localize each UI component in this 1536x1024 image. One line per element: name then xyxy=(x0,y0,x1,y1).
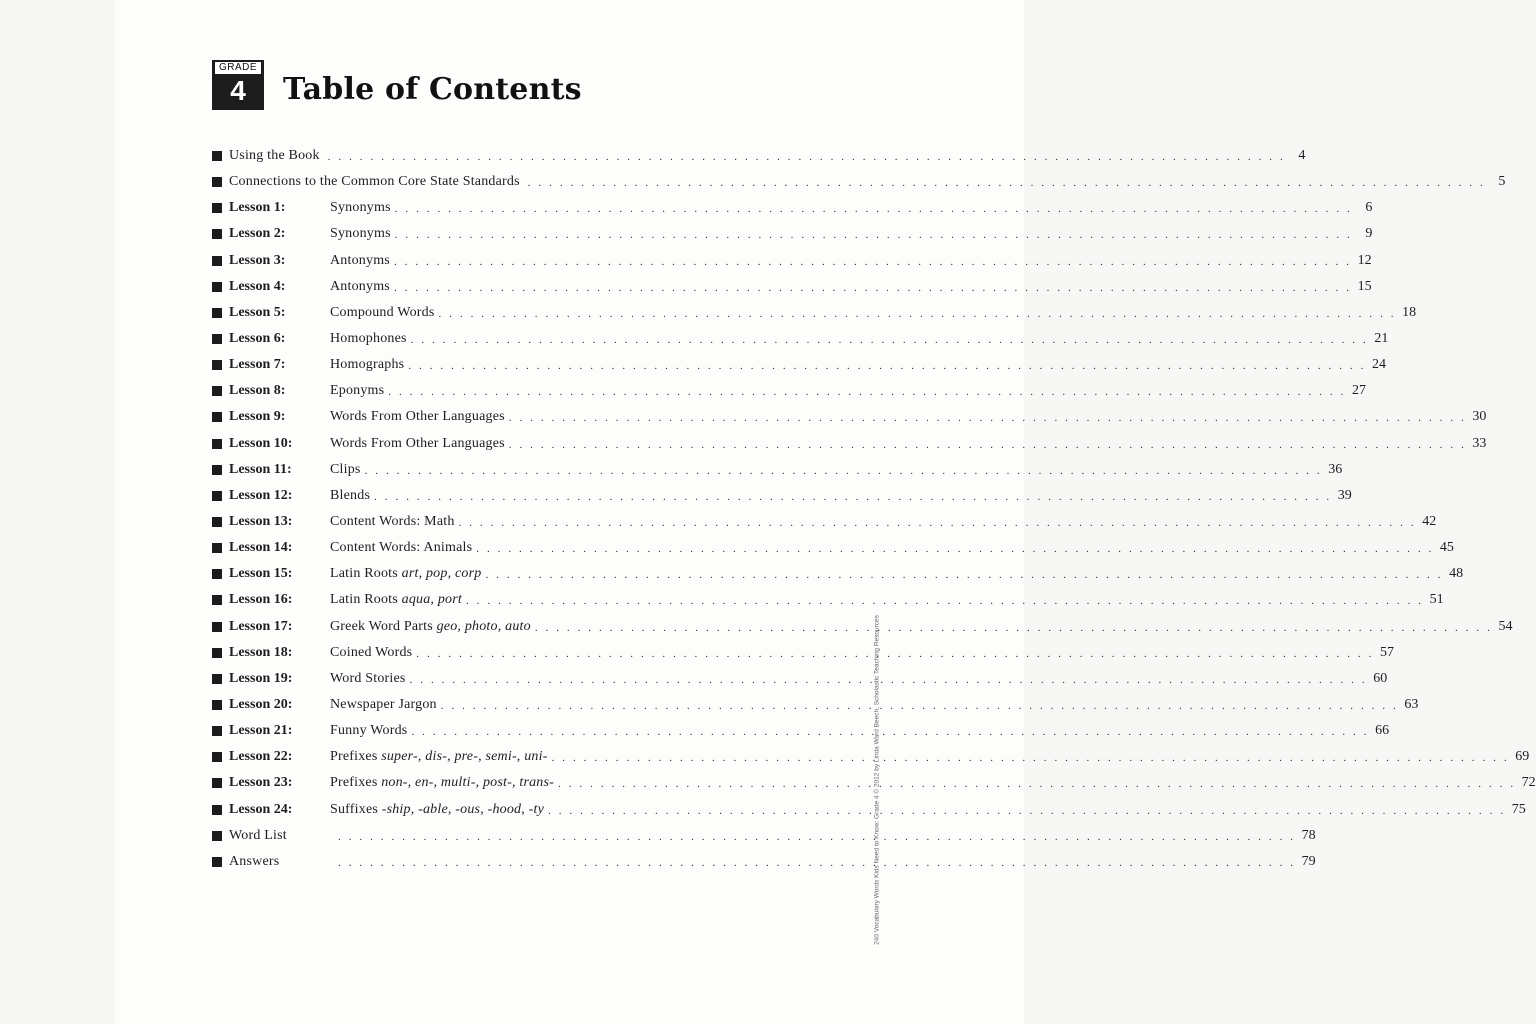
toc-entry-title xyxy=(330,566,481,582)
toc-entry-title xyxy=(330,279,390,295)
toc-entry-page-number: 9 xyxy=(1365,226,1373,242)
toc-entry-title-main: Words From Other Languages xyxy=(330,435,505,451)
grade-badge-label: GRADE xyxy=(215,62,261,74)
toc-entry xyxy=(212,509,1437,535)
dot-leader: . . . . . . . . . . . . . . . . . . . . . . . . . . . . . . . . . . . . . . . . . . . . . . . . . . . . . . . . . . . . . . . . . . . . . . . . . . . . . . . . . . . . . . . . . . xyxy=(393,255,1352,268)
square-bullet-icon xyxy=(212,700,222,710)
dot-leader: . . . . . . . . . . . . . . . . . . . . . . . . . . . . . . . . . . . . . . . . . . . . . . . . . . . . . . . . . . . . . . . . . . . . . . . . . . . . . . . . . . . . . . . . . . xyxy=(458,517,1417,530)
toc-entry-title-italic: non-, en-, multi-, post-, trans- xyxy=(381,775,555,791)
toc-entry-page-number: 42 xyxy=(1422,514,1437,530)
square-bullet-icon xyxy=(212,805,222,815)
toc-entry-title-main: Greek Word Parts xyxy=(330,618,433,634)
square-bullet-icon xyxy=(212,203,222,213)
toc-entry-lesson-label: Lesson 17: xyxy=(229,618,293,634)
dot-leader: . . . . . . . . . . . . . . . . . . . . . . . . . . . . . . . . . . . . . . . . . . . . . . . . . . . . . . . . . . . . . . . . . . . . . . . . . . . . . . . . . . . . . . . . . . xyxy=(527,177,1486,190)
toc-entry xyxy=(212,535,1454,561)
toc-entry xyxy=(212,169,1506,195)
dot-leader: . . . . . . . . . . . . . . . . . . . . . . . . . . . . . . . . . . . . . . . . . . . . . . . . . . . . . . . . . . . . . . . . . . . . . . . . . . . . . . . . . . . . . . . . . . xyxy=(364,464,1323,477)
square-bullet-icon xyxy=(212,308,222,318)
toc-entry-title-main: Connections to the Common Core State Standards xyxy=(229,174,520,190)
toc-entry-title xyxy=(330,619,531,635)
toc-entry-lesson-label: Lesson 23: xyxy=(229,775,293,791)
toc-entry-title-italic: -ship, -able, -ous, -hood, -ty xyxy=(381,801,545,817)
toc-entry-page-number: 54 xyxy=(1498,618,1513,634)
toc-entry xyxy=(212,483,1352,509)
toc-entry xyxy=(212,352,1386,378)
toc-entry xyxy=(212,300,1417,326)
dot-leader: . . . . . . . . . . . . . . . . . . . . . . . . . . . . . . . . . . . . . . . . . . . . . . . . . . . . . . . . . . . . . . . . . . . . . . . . . . . . . . . . . . . . . . . . . . xyxy=(338,830,1296,843)
toc-entry-page-number: 72 xyxy=(1521,775,1536,791)
toc-entry-lesson-label: Lesson 10: xyxy=(229,435,293,451)
toc-entry-title xyxy=(330,540,472,556)
toc-entry-title-main: Synonyms xyxy=(330,200,391,216)
toc-entry xyxy=(212,248,1372,274)
toc-entry xyxy=(212,614,1513,640)
toc-entry xyxy=(212,274,1372,300)
toc-entry-page-number: 18 xyxy=(1402,304,1417,320)
toc-entry-lesson-label: Lesson 7: xyxy=(229,357,286,373)
toc-entry xyxy=(212,143,1306,169)
toc-entry xyxy=(212,561,1464,587)
toc-entry-title-main: Blends xyxy=(330,487,371,503)
toc-entry-lesson-label: Lesson 14: xyxy=(229,540,293,556)
dot-leader: . . . . . . . . . . . . . . . . . . . . . . . . . . . . . . . . . . . . . . . . . . . . . . . . . . . . . . . . . . . . . . . . . . . . . . . . . . . . . . . . . . . . . . . . . . xyxy=(551,752,1510,765)
toc-entry-title-main: Suffixes xyxy=(330,801,379,817)
toc-entry xyxy=(212,666,1388,692)
toc-entry-lesson-label: Lesson 16: xyxy=(229,592,293,608)
toc-entry-title-italic: geo, photo, auto xyxy=(436,618,531,634)
square-bullet-icon xyxy=(212,857,222,867)
toc-entry-title-main: Coined Words xyxy=(330,644,413,660)
toc-entry-page-number: 75 xyxy=(1511,801,1526,817)
toc-entry-lesson-label: Lesson 2: xyxy=(229,226,286,242)
toc-entry-title xyxy=(330,488,370,504)
dot-leader: . . . . . . . . . . . . . . . . . . . . . . . . . . . . . . . . . . . . . . . . . . . . . . . . . . . . . . . . . . . . . . . . . . . . . . . . . . . . . . . . . . . . . . . . . . xyxy=(440,700,1399,713)
grade-badge xyxy=(212,60,264,110)
toc-entry xyxy=(212,770,1536,796)
dot-leader: . . . . . . . . . . . . . . . . . . . . . . . . . . . . . . . . . . . . . . . . . . . . . . . . . . . . . . . . . . . . . . . . . . . . . . . . . . . . . . . . . . . . . . . . . . xyxy=(394,203,1353,216)
toc-entry-page-number: 39 xyxy=(1337,487,1352,503)
toc-entry-title xyxy=(330,305,434,321)
dot-leader: . . . . . . . . . . . . . . . . . . . . . . . . . . . . . . . . . . . . . . . . . . . . . . . . . . . . . . . . . . . . . . . . . . . . . . . . . . . . . . . . . . . . . . . . . . xyxy=(338,856,1296,869)
toc-entry xyxy=(212,587,1444,613)
page-title: Table of Contents xyxy=(283,72,582,107)
dot-leader: . . . . . . . . . . . . . . . . . . . . . . . . . . . . . . . . . . . . . . . . . . . . . . . . . . . . . . . . . . . . . . . . . . . . . . . . . . . . . . . . . . . . . . . . . . xyxy=(408,360,1366,373)
square-bullet-icon xyxy=(212,334,222,344)
square-bullet-icon xyxy=(212,622,222,632)
square-bullet-icon xyxy=(212,151,222,161)
dot-leader: . . . . . . . . . . . . . . . . . . . . . . . . . . . . . . . . . . . . . . . . . . . . . . . . . . . . . . . . . . . . . . . . . . . . . . . . . . . . . . . . . . . . . . . . . . xyxy=(374,490,1332,503)
dot-leader: . . . . . . . . . . . . . . . . . . . . . . . . . . . . . . . . . . . . . . . . . . . . . . . . . . . . . . . . . . . . . . . . . . . . . . . . . . . . . . . . . . . . . . . . . . xyxy=(476,543,1434,556)
toc-entry-lesson-label: Lesson 8: xyxy=(229,383,286,399)
toc-entry-title-main: Eponyms xyxy=(330,383,385,399)
toc-entry-title-main: Funny Words xyxy=(330,723,408,739)
toc-entry-lesson-label: Lesson 18: xyxy=(229,644,293,660)
square-bullet-icon xyxy=(212,282,222,292)
toc-entry xyxy=(212,404,1487,430)
toc-entry-lesson-label: Lesson 5: xyxy=(229,304,286,320)
square-bullet-icon xyxy=(212,595,222,605)
dot-leader: . . . . . . . . . . . . . . . . . . . . . . . . . . . . . . . . . . . . . . . . . . . . . . . . . . . . . . . . . . . . . . . . . . . . . . . . . . . . . . . . . . . . . . . . . . xyxy=(438,307,1397,320)
square-bullet-icon xyxy=(212,648,222,658)
toc-entry-title xyxy=(330,723,407,739)
side-credit xyxy=(867,585,887,975)
square-bullet-icon xyxy=(212,412,222,422)
toc-entry-page-number: 12 xyxy=(1357,252,1372,268)
toc-entry-lesson-label: Lesson 13: xyxy=(229,514,293,530)
dot-leader: . . . . . . . . . . . . . . . . . . . . . . . . . . . . . . . . . . . . . . . . . . . . . . . . . . . . . . . . . . . . . . . . . . . . . . . . . . . . . . . . . . . . . . . . . . xyxy=(394,229,1353,242)
square-bullet-icon xyxy=(212,752,222,762)
toc-entry-title xyxy=(330,436,505,452)
grade-badge-number: 4 xyxy=(230,75,246,106)
toc-entry-lesson-label: Lesson 24: xyxy=(229,801,293,817)
toc-entry-title-italic: super-, dis-, pre-, semi-, uni- xyxy=(381,749,548,765)
toc-entry-page-number: 63 xyxy=(1404,697,1419,713)
toc-entry-title xyxy=(330,645,412,661)
toc-entry-title-main: Answers xyxy=(229,853,280,869)
square-bullet-icon xyxy=(212,543,222,553)
toc-entry-page-number: 57 xyxy=(1379,644,1394,660)
square-bullet-icon xyxy=(212,360,222,370)
toc-entry-title-main: Latin Roots xyxy=(330,566,398,582)
toc-entry xyxy=(212,431,1487,457)
square-bullet-icon xyxy=(212,256,222,266)
dot-leader: . . . . . . . . . . . . . . . . . . . . . . . . . . . . . . . . . . . . . . . . . . . . . . . . . . . . . . . . . . . . . . . . . . . . . . . . . . . . . . . . . . . . . . . . . . xyxy=(465,595,1424,608)
toc-entry-page-number: 79 xyxy=(1301,853,1316,869)
toc-entry-title xyxy=(330,749,548,765)
toc-entry-page-number: 45 xyxy=(1439,540,1454,556)
toc-entry-page-number: 48 xyxy=(1449,566,1464,582)
dot-leader: . . . . . . . . . . . . . . . . . . . . . . . . . . . . . . . . . . . . . . . . . . . . . . . . . . . . . . . . . . . . . . . . . . . . . . . . . . . . . . . . . . . . . . . . . . xyxy=(393,281,1352,294)
toc-entry-page-number: 30 xyxy=(1472,409,1487,425)
toc-entry-page-number: 60 xyxy=(1373,670,1388,686)
toc-entry-lesson-label: Lesson 20: xyxy=(229,697,293,713)
toc-entry-page-number: 4 xyxy=(1298,148,1306,164)
square-bullet-icon xyxy=(212,778,222,788)
dot-leader: . . . . . . . . . . . . . . . . . . . . . . . . . . . . . . . . . . . . . . . . . . . . . . . . . . . . . . . . . . . . . . . . . . . . . . . . . . . . . . . . . . . . . . . . . . xyxy=(508,438,1467,451)
toc-entry-title xyxy=(330,462,361,478)
toc-entry-lesson-label: Lesson 21: xyxy=(229,723,293,739)
dot-leader: . . . . . . . . . . . . . . . . . . . . . . . . . . . . . . . . . . . . . . . . . . . . . . . . . . . . . . . . . . . . . . . . . . . . . . . . . . . . . . . . . . . . . . . . . . xyxy=(409,673,1368,686)
toc-entry xyxy=(212,692,1419,718)
square-bullet-icon xyxy=(212,386,222,396)
toc-entry-title-main: Newspaper Jargon xyxy=(330,697,437,713)
toc-entry-title-main: Prefixes xyxy=(330,775,378,791)
square-bullet-icon xyxy=(212,465,222,475)
toc-entry-title-main: Synonyms xyxy=(330,226,391,242)
toc-entry-title-main: Antonyms xyxy=(330,252,390,268)
dot-leader: . . . . . . . . . . . . . . . . . . . . . . . . . . . . . . . . . . . . . . . . . . . . . . . . . . . . . . . . . . . . . . . . . . . . . . . . . . . . . . . . . . . . . . . . . . xyxy=(485,569,1444,582)
toc-entry-title-main: Using the Book xyxy=(229,148,320,164)
toc-entry-lesson-label: Lesson 4: xyxy=(229,278,286,294)
toc-entry xyxy=(212,457,1343,483)
toc-entry-page-number: 15 xyxy=(1357,278,1372,294)
toc-entry-lesson-label: Lesson 19: xyxy=(229,670,293,686)
toc-entry-page-number: 69 xyxy=(1515,749,1530,765)
dot-leader: . . . . . . . . . . . . . . . . . . . . . . . . . . . . . . . . . . . . . . . . . . . . . . . . . . . . . . . . . . . . . . . . . . . . . . . . . . . . . . . . . . . . . . . . . . xyxy=(534,621,1493,634)
toc-entry xyxy=(212,326,1389,352)
toc-entry xyxy=(212,849,1316,875)
toc-entry-page-number: 6 xyxy=(1365,200,1373,216)
toc-entry-title xyxy=(330,514,455,530)
toc-entry-page-number: 24 xyxy=(1371,357,1386,373)
toc-entry-title-main: Words From Other Languages xyxy=(330,409,505,425)
toc-entry-title xyxy=(229,854,330,870)
side-credit-text: 240 Vocabulary Words Kids Need to Know: Grade 4 © 2012 by Linda Ward Beech, Scholastic Teaching Resources xyxy=(873,615,881,945)
dot-leader: . . . . . . . . . . . . . . . . . . . . . . . . . . . . . . . . . . . . . . . . . . . . . . . . . . . . . . . . . . . . . . . . . . . . . . . . . . . . . . . . . . . . . . . . . . xyxy=(388,386,1346,399)
toc-entry-page-number: 5 xyxy=(1498,174,1506,190)
dot-leader: . . . . . . . . . . . . . . . . . . . . . . . . . . . . . . . . . . . . . . . . . . . . . . . . . . . . . . . . . . . . . . . . . . . . . . . . . . . . . . . . . . . . . . . . . . xyxy=(411,726,1370,739)
toc-entry xyxy=(212,640,1394,666)
square-bullet-icon xyxy=(212,831,222,841)
toc-entry-title xyxy=(330,200,391,216)
dot-leader: . . . . . . . . . . . . . . . . . . . . . . . . . . . . . . . . . . . . . . . . . . . . . . . . . . . . . . . . . . . . . . . . . . . . . . . . . . . . . . . . . . . . . . . . . . xyxy=(416,647,1374,660)
dot-leader: . . . . . . . . . . . . . . . . . . . . . . . . . . . . . . . . . . . . . . . . . . . . . . . . . . . . . . . . . . . . . . . . . . . . . . . . . . . . . . . . . . . . . . . . . . xyxy=(508,412,1467,425)
toc-entry-title-main: Homographs xyxy=(330,357,405,373)
toc-entry-title xyxy=(330,253,390,269)
toc-entry-page-number: 33 xyxy=(1472,435,1487,451)
dot-leader: . . . . . . . . . . . . . . . . . . . . . . . . . . . . . . . . . . . . . . . . . . . . . . . . . . . . . . . . . . . . . . . . . . . . . . . . . . . . . . . . . . . . . . . . . . xyxy=(558,778,1516,791)
toc-entry-title-main: Content Words: Animals xyxy=(330,540,473,556)
toc-entry-title xyxy=(330,697,437,713)
toc-entry-title-italic: art, pop, corp xyxy=(401,566,482,582)
square-bullet-icon xyxy=(212,726,222,736)
toc-entry-page-number: 78 xyxy=(1301,827,1316,843)
toc-entry-title-main: Homophones xyxy=(330,331,407,347)
toc-entry-title xyxy=(229,148,320,164)
toc-entry-lesson-label: Lesson 12: xyxy=(229,487,293,503)
toc-entry-page-number: 27 xyxy=(1351,383,1366,399)
toc-entry-title xyxy=(330,592,462,608)
toc-entry xyxy=(212,718,1390,744)
toc-entry-title-main: Antonyms xyxy=(330,278,390,294)
toc-entry-lesson-label: Lesson 15: xyxy=(229,566,293,582)
square-bullet-icon xyxy=(212,517,222,527)
toc-entry-lesson-label: Lesson 1: xyxy=(229,200,286,216)
toc-entry-title-main: Word Stories xyxy=(330,670,406,686)
toc-entry-title xyxy=(330,331,407,347)
toc-entry-lesson-label: Lesson 3: xyxy=(229,252,286,268)
toc-entry-page-number: 66 xyxy=(1375,723,1390,739)
square-bullet-icon xyxy=(212,229,222,239)
square-bullet-icon xyxy=(212,674,222,684)
toc-entry-lesson-label: Lesson 6: xyxy=(229,331,286,347)
toc-entry-title-main: Prefixes xyxy=(330,749,378,765)
dot-leader: . . . . . . . . . . . . . . . . . . . . . . . . . . . . . . . . . . . . . . . . . . . . . . . . . . . . . . . . . . . . . . . . . . . . . . . . . . . . . . . . . . . . . . . . . . xyxy=(410,334,1369,347)
toc-entry-title-main: Latin Roots xyxy=(330,592,398,608)
toc-entry xyxy=(212,378,1366,404)
square-bullet-icon xyxy=(212,569,222,579)
toc-entry-lesson-label: Lesson 11: xyxy=(229,461,292,477)
toc-entry-title xyxy=(229,174,520,190)
toc-entry xyxy=(212,823,1316,849)
toc-entry-title xyxy=(330,409,505,425)
toc-entry-title-main: Clips xyxy=(330,461,361,477)
toc-entry-title xyxy=(330,383,384,399)
toc-entry-title-main: Word List xyxy=(229,827,287,843)
toc-entry-title xyxy=(330,357,404,373)
toc-entry-lesson-label: Lesson 22: xyxy=(229,749,293,765)
toc-entry-title xyxy=(330,671,406,687)
square-bullet-icon xyxy=(212,177,222,187)
dot-leader: . . . . . . . . . . . . . . . . . . . . . . . . . . . . . . . . . . . . . . . . . . . . . . . . . . . . . . . . . . . . . . . . . . . . . . . . . . . . . . . . . . . . . . . . . . xyxy=(548,804,1506,817)
toc-entry-page-number: 51 xyxy=(1429,592,1444,608)
dot-leader: . . . . . . . . . . . . . . . . . . . . . . . . . . . . . . . . . . . . . . . . . . . . . . . . . . . . . . . . . . . . . . . . . . . . . . . . . . . . . . . . . . . . . . . . . . xyxy=(327,151,1286,164)
toc-entry-page-number: 36 xyxy=(1328,461,1343,477)
toc-entry xyxy=(212,744,1530,770)
toc-entry-lesson-label: Lesson 9: xyxy=(229,409,286,425)
toc-entry-title-main: Compound Words xyxy=(330,304,435,320)
toc-entry-title xyxy=(330,775,554,791)
toc-entry-title-italic: aqua, port xyxy=(401,592,462,608)
toc-entry xyxy=(212,195,1373,221)
toc-entry-title xyxy=(330,802,544,818)
square-bullet-icon xyxy=(212,439,222,449)
toc-entry-title-main: Content Words: Math xyxy=(330,514,455,530)
toc-entry-page-number: 21 xyxy=(1374,331,1389,347)
toc-entry-title xyxy=(229,828,330,844)
toc-entry xyxy=(212,797,1526,823)
toc-entry-title xyxy=(330,226,391,242)
square-bullet-icon xyxy=(212,491,222,501)
toc-entry xyxy=(212,221,1373,247)
